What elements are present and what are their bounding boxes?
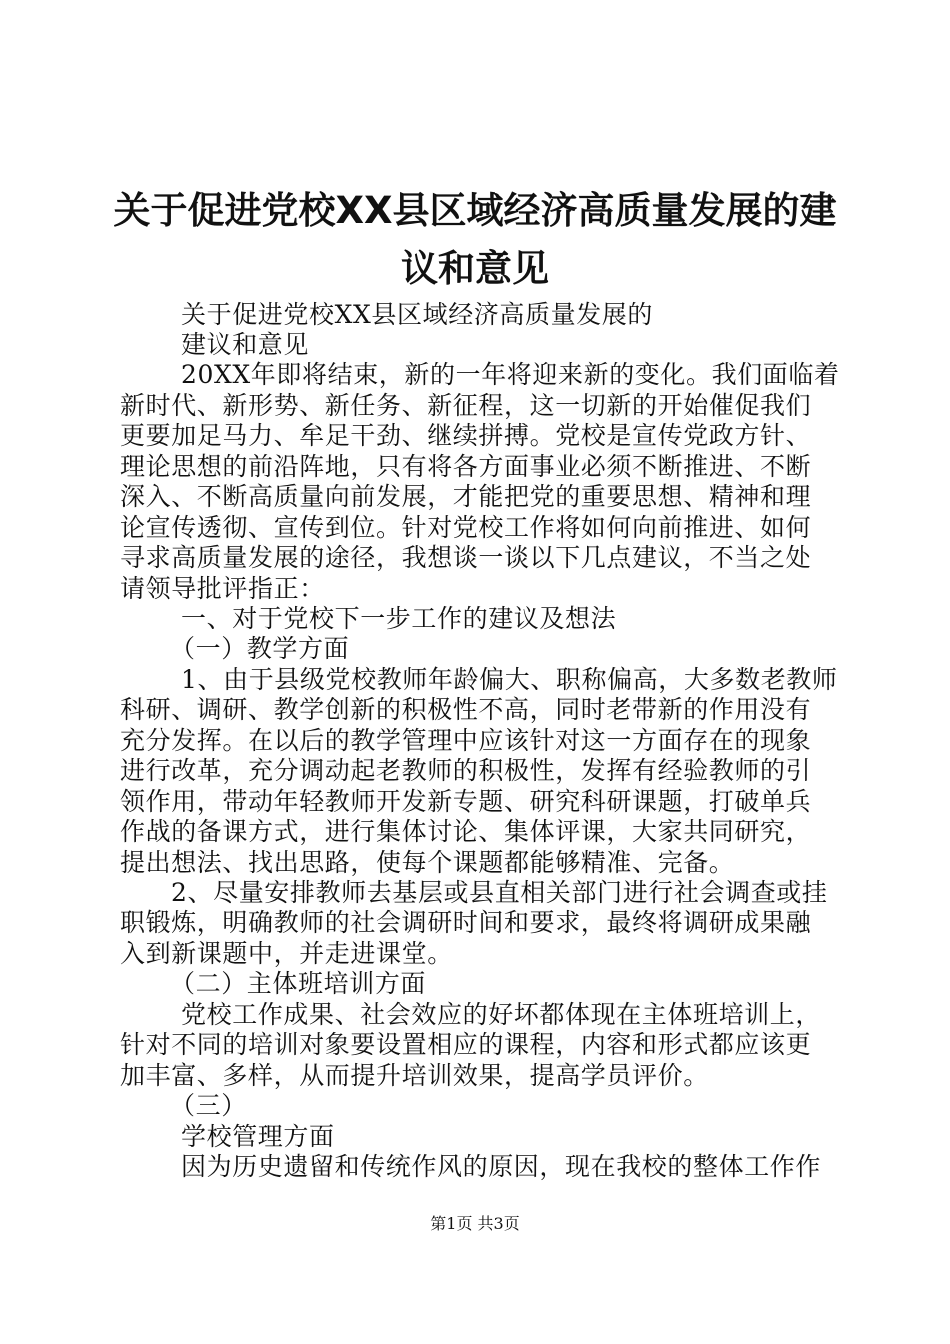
body-line: 领作用，带动年轻教师开发新专题、研究科研课题，打破单兵: [120, 787, 812, 816]
body-line: 因为历史遗留和传统作风的原因，现在我校的整体工作作: [181, 1152, 822, 1181]
body-line: 新时代、新形势、新任务、新征程，这一切新的开始催促我们: [120, 391, 812, 420]
body-line: 科研、调研、教学创新的积极性不高，同时老带新的作用没有: [120, 695, 812, 724]
body-line: 请领导批评指正：: [120, 574, 325, 603]
body-line: 作战的备课方式，进行集体讨论、集体评课，大家共同研究，: [120, 817, 812, 846]
body-line: 充分发挥。在以后的教学管理中应该针对这一方面存在的现象: [120, 726, 812, 755]
body-line: 1、由于县级党校教师年龄偏大、职称偏高，大多数老教师: [181, 665, 838, 694]
body-line: 提出想法、找出思路，使每个课题都能够精准、完备。: [120, 848, 735, 877]
section-heading: 一、对于党校下一步工作的建议及想法: [181, 604, 617, 633]
body-line: 更要加足马力、牟足干劲、继续拼搏。党校是宣传党政方针、: [120, 421, 812, 450]
body-line: 深入、不断高质量向前发展，才能把党的重要思想、精神和理: [120, 482, 812, 511]
body-line: 职锻炼，明确教师的社会调研时间和要求，最终将调研成果融: [120, 908, 812, 937]
body-line: 关于促进党校XX县区域经济高质量发展的: [181, 300, 653, 329]
subsection-heading: 学校管理方面: [181, 1122, 335, 1151]
subsection-heading: （三）: [170, 1091, 247, 1120]
body-line: 寻求高质量发展的途径，我想谈一谈以下几点建议，不当之处: [120, 543, 812, 572]
body-line: 进行改革，充分调动起老教师的积极性，发挥有经验教师的引: [120, 756, 812, 785]
document-title-line-1: 关于促进党校XX县区域经济高质量发展的建: [113, 189, 837, 232]
body-line: 20XX年即将结束，新的一年将迎来新的变化。我们面临着: [181, 360, 840, 389]
body-line: 党校工作成果、社会效应的好坏都体现在主体班培训上，: [181, 1000, 822, 1029]
document-title-line-2: 议和意见: [401, 247, 549, 290]
subsection-heading: （二）主体班培训方面: [170, 969, 427, 998]
subsection-heading: （一）教学方面: [170, 634, 350, 663]
page-number-footer: 第1页 共3页: [430, 1214, 520, 1233]
body-line: 论宣传透彻、宣传到位。针对党校工作将如何向前推进、如何: [120, 513, 812, 542]
body-line: 理论思想的前沿阵地，只有将各方面事业必须不断推进、不断: [120, 452, 812, 481]
body-line: 入到新课题中，并走进课堂。: [120, 939, 453, 968]
body-line: 2、尽量安排教师去基层或县直相关部门进行社会调查或挂: [171, 878, 828, 907]
body-line: 针对不同的培训对象要设置相应的课程，内容和形式都应该更: [120, 1030, 812, 1059]
body-line: 加丰富、多样，从而提升培训效果，提高学员评价。: [120, 1061, 709, 1090]
body-line: 建议和意见: [181, 330, 310, 359]
